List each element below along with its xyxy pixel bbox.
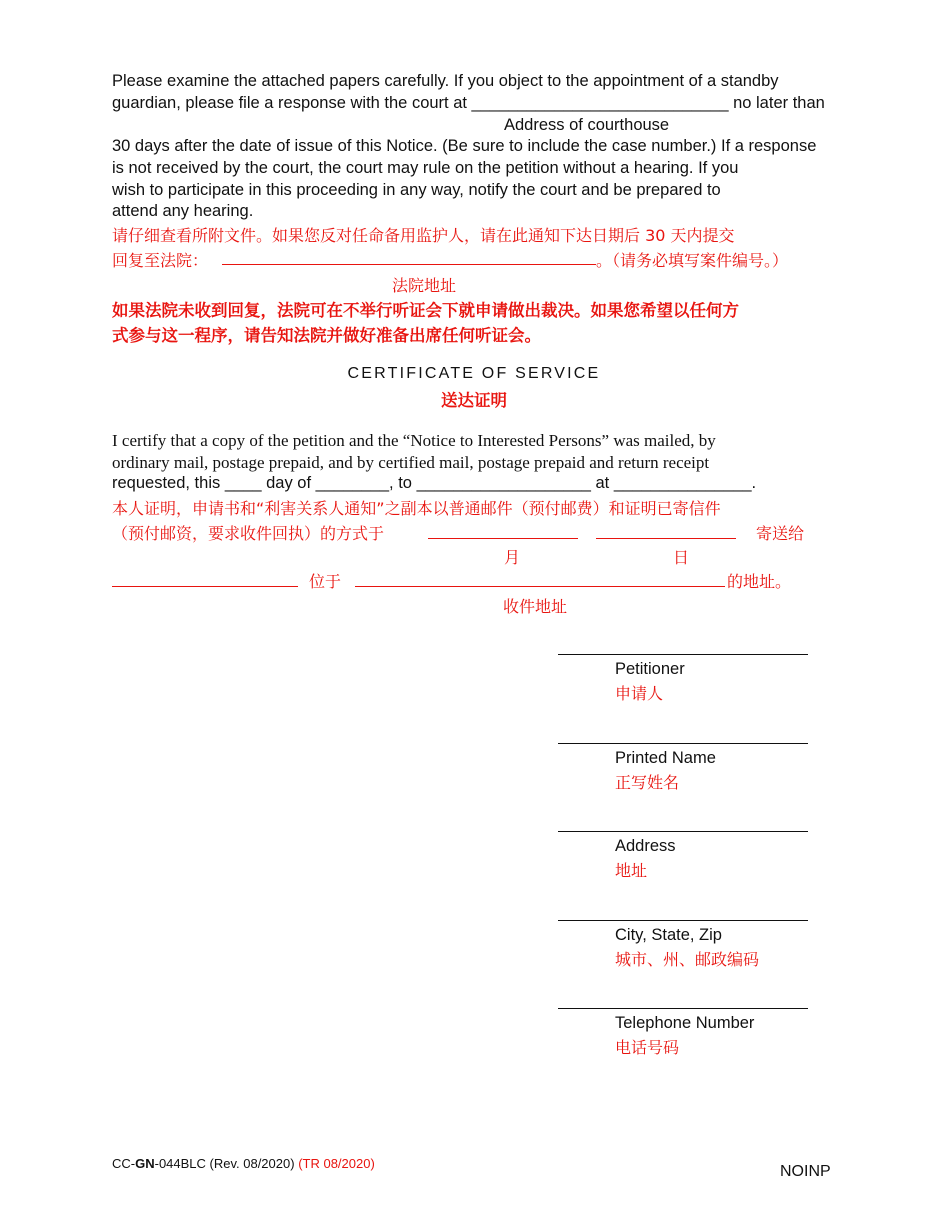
notice-line-4: is not received by the court, the court may rule on the petition without a hearing. If you — [112, 159, 739, 177]
notice-zh-bold-2: 式参与这一程序，请告知法院并做好准备出席任何听证会。 — [112, 326, 541, 345]
printed-name-line[interactable] — [558, 743, 808, 744]
petitioner-signature-line[interactable] — [558, 654, 808, 655]
notice-zh-line-2-prefix: 回复至法院： — [112, 251, 209, 270]
notice-line-5: wish to participate in this proceeding in any way, notify the court and be prepared to — [112, 181, 721, 199]
certificate-zh-line-1: 本人证明，申请书和“利害关系人通知”之副本以普通邮件（预付邮费）和证明已寄信件 — [112, 499, 721, 518]
telephone-line[interactable] — [558, 1008, 808, 1009]
certificate-line-2: ordinary mail, postage prepaid, and by certified mail, postage prepaid and return receipt — [112, 453, 710, 472]
day-label-zh: 日 — [673, 548, 690, 567]
notice-zh-line-1: 请仔细查看所附文件。如果您反对任命备用监护人，请在此通知下达日期后 30 天内提交 — [112, 226, 735, 245]
form-code: NOINP — [780, 1163, 831, 1180]
form-rev: -044BLC (Rev. 08/2020) — [154, 1156, 295, 1171]
address-label-zh: 地址 — [615, 861, 648, 880]
courthouse-address-label: Address of courthouse — [504, 116, 670, 134]
notice-zh-line-2-suffix: 。（请务必填写案件编号。） — [596, 251, 789, 270]
printed-name-label-zh: 正写姓名 — [615, 773, 680, 792]
month-label-zh: 月 — [504, 548, 521, 567]
petitioner-label-zh: 申请人 — [615, 684, 664, 703]
telephone-label-zh: 电话号码 — [615, 1038, 680, 1057]
day-blank-zh[interactable] — [596, 538, 736, 539]
certificate-title: CERTIFICATE OF SERVICE — [347, 365, 601, 382]
form-prefix: CC- — [112, 1156, 136, 1171]
at-label-zh: 位于 — [309, 572, 342, 591]
notice-line-2: guardian, please file a response with the court at ____________________________ no later than — [112, 94, 825, 112]
certificate-line-3: requested, this ____ day of ________, to ___________________ at _______________. — [112, 474, 757, 492]
notice-line-1: Please examine the attached papers carefully. If you object to the appointment of a standby — [112, 72, 779, 90]
recipient-address-label-zh: 收件地址 — [503, 597, 568, 616]
address-label: Address — [615, 837, 676, 855]
month-blank-zh[interactable] — [428, 538, 578, 539]
telephone-label: Telephone Number — [615, 1014, 755, 1032]
courthouse-address-label-zh: 法院地址 — [392, 276, 457, 295]
form-tr: (TR 08/2020) — [298, 1156, 375, 1171]
city-state-zip-label-zh: 城市、州、邮政编码 — [615, 950, 760, 969]
certificate-line-1: I certify that a copy of the petition and the “Notice to Interested Persons” was mailed, by — [112, 431, 716, 450]
notice-zh-bold-1: 如果法院未收到回复，法院可在不举行听证会下就申请做出裁决。如果您希望以任何方 — [112, 301, 739, 320]
form-gn: GN — [135, 1156, 155, 1171]
petitioner-label: Petitioner — [615, 660, 685, 678]
courthouse-address-blank-zh[interactable] — [222, 264, 596, 265]
certificate-zh-line-2-prefix: （预付邮资，要求收件回执）的方式于 — [112, 524, 385, 543]
certificate-title-zh: 送达证明 — [441, 391, 507, 410]
address-line[interactable] — [558, 831, 808, 832]
certificate-zh-line-2-suffix: 寄送给 — [756, 524, 805, 543]
printed-name-label: Printed Name — [615, 749, 716, 767]
city-state-zip-label: City, State, Zip — [615, 926, 722, 944]
notice-line-3: 30 days after the date of issue of this Notice. (Be sure to include the case number.) If a response — [112, 137, 817, 155]
address-suffix-zh: 的地址。 — [727, 572, 792, 591]
recipient-blank-zh[interactable] — [112, 586, 298, 587]
form-number — [112, 1156, 375, 1171]
city-state-zip-line[interactable] — [558, 920, 808, 921]
notice-line-6: attend any hearing. — [112, 202, 254, 220]
recipient-address-blank-zh[interactable] — [355, 586, 725, 587]
